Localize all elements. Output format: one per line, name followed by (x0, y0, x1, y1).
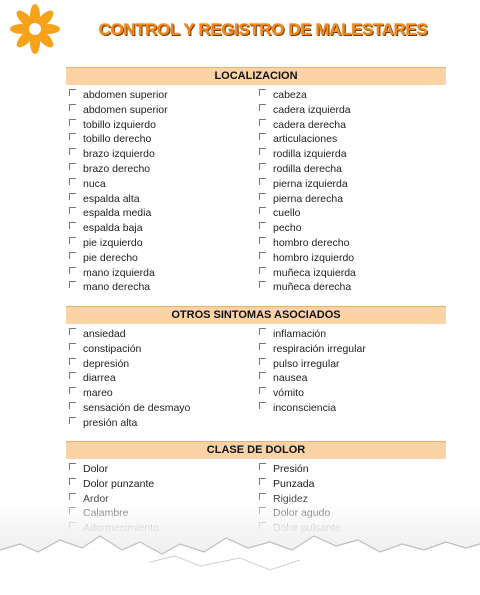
checkbox-label: brazo izquierdo (83, 148, 155, 161)
left-column (66, 327, 256, 431)
checkbox[interactable] (259, 402, 266, 409)
checkbox[interactable] (259, 328, 266, 335)
checklist-item[interactable] (66, 342, 256, 357)
checkbox-label: constipación (83, 342, 142, 355)
checkbox[interactable] (69, 163, 76, 170)
checkbox[interactable] (259, 267, 266, 274)
checkbox[interactable] (69, 237, 76, 244)
checklist-item[interactable] (66, 206, 256, 221)
checkbox-label: hombro izquierdo (273, 251, 355, 264)
checkbox-label: tobillo izquierdo (83, 118, 156, 131)
checklist-item[interactable] (66, 386, 256, 401)
checkbox[interactable] (259, 133, 266, 140)
checklist-item[interactable] (66, 103, 256, 118)
checkbox-label: espalda media (83, 207, 152, 220)
checklist-item[interactable] (256, 132, 446, 147)
checkbox[interactable] (259, 207, 266, 214)
checkbox[interactable] (69, 178, 76, 185)
checklist-item[interactable] (256, 266, 446, 281)
checkbox[interactable] (259, 358, 266, 365)
page-title: CONTROL Y REGISTRO DE MALESTARES (98, 20, 428, 39)
checkbox-label: depresión (83, 357, 130, 370)
checkbox-label: abdomen superior (83, 89, 168, 101)
checkbox-label: cadera derecha (273, 118, 346, 131)
checkbox-label: nausea (273, 372, 308, 385)
checklist-item[interactable] (256, 162, 446, 177)
checkbox-label: Punzada (273, 477, 315, 490)
checkbox[interactable] (259, 463, 266, 470)
checklist-item[interactable] (66, 477, 256, 492)
checkbox[interactable] (69, 222, 76, 229)
checkbox-label: inflamación (273, 328, 327, 340)
checkbox[interactable] (259, 252, 266, 259)
checklist-item[interactable] (66, 162, 256, 177)
checkbox[interactable] (69, 252, 76, 259)
checklist-item[interactable] (66, 192, 256, 207)
checkbox-label: diarrea (83, 372, 116, 385)
checkbox-label: Presión (273, 463, 309, 475)
checklist-item[interactable] (66, 280, 256, 295)
checkbox[interactable] (259, 478, 266, 485)
checkbox[interactable] (69, 463, 76, 470)
checklist-item[interactable] (66, 266, 256, 281)
section-header: OTROS SINTOMAS ASOCIADOS (66, 306, 446, 324)
checkbox-label: hombro derecho (273, 236, 350, 249)
checkbox[interactable] (259, 387, 266, 394)
checkbox-label: nuca (83, 177, 106, 190)
checklist-item[interactable] (66, 401, 256, 416)
torn-paper-edge (0, 492, 480, 595)
checkbox[interactable] (69, 417, 76, 424)
checkbox[interactable] (259, 178, 266, 185)
checklist-item[interactable] (66, 371, 256, 386)
checklist-item[interactable] (256, 462, 446, 477)
checklist-item[interactable] (66, 118, 256, 133)
checklist-item[interactable] (256, 177, 446, 192)
checkbox-label: Dolor punzante (83, 477, 155, 490)
checkbox[interactable] (259, 89, 266, 96)
checkbox[interactable] (69, 372, 76, 379)
section-otros-sintomas (66, 306, 446, 431)
checklist-item[interactable] (66, 251, 256, 266)
checkbox-label: muñeca derecha (273, 281, 352, 294)
checkbox-label: pie derecho (83, 251, 138, 264)
checkbox[interactable] (69, 267, 76, 274)
section-header: CLASE DE DOLOR (66, 441, 446, 459)
checklist-item[interactable] (256, 206, 446, 221)
checklist-item[interactable] (256, 477, 446, 492)
checklist-item[interactable] (66, 416, 256, 431)
checkbox[interactable] (259, 372, 266, 379)
checklist-item[interactable] (256, 118, 446, 133)
checkbox-label: mano izquierda (83, 266, 155, 279)
checklist-item[interactable] (256, 371, 446, 386)
checklist-item[interactable] (256, 192, 446, 207)
checkbox-label: tobillo derecho (83, 133, 152, 146)
checkbox-label: rodilla izquierda (273, 148, 347, 161)
checklist-item[interactable] (256, 327, 446, 342)
checklist-item[interactable] (256, 251, 446, 266)
checkbox-label: abdomen superior (83, 103, 168, 116)
checklist-item[interactable] (256, 280, 446, 295)
checkbox[interactable] (259, 148, 266, 155)
checkbox-label: espalda alta (83, 192, 140, 205)
checkbox-label: inconsciencia (273, 401, 337, 414)
checkbox[interactable] (69, 207, 76, 214)
checkbox-label: pierna izquierda (273, 177, 348, 190)
checkbox[interactable] (69, 133, 76, 140)
checklist-item[interactable] (66, 177, 256, 192)
checkbox[interactable] (259, 222, 266, 229)
checkbox-label: cadera izquierda (273, 103, 351, 116)
section-localizacion (66, 67, 446, 295)
checkbox-label: espalda baja (83, 222, 143, 235)
checkbox-label: rodilla derecha (273, 162, 342, 175)
checkbox[interactable] (259, 163, 266, 170)
right-column (256, 88, 446, 295)
checkbox-label: pulso irregular (273, 357, 340, 370)
checkbox[interactable] (259, 343, 266, 350)
checkbox-label: pierna derecha (273, 192, 344, 205)
right-column (256, 327, 446, 431)
checkbox[interactable] (69, 343, 76, 350)
checklist-item[interactable] (256, 342, 446, 357)
checklist-item[interactable] (66, 236, 256, 251)
checklist-item[interactable] (256, 401, 446, 416)
checklist-item[interactable] (256, 357, 446, 372)
checkbox-label: cabeza (273, 89, 307, 101)
checklist-item[interactable] (256, 103, 446, 118)
section-header: LOCALIZACION (66, 67, 446, 85)
checkbox[interactable] (69, 387, 76, 394)
checkbox-label: muñeca izquierda (273, 266, 356, 279)
flower-logo-icon (8, 2, 62, 56)
checklist-item[interactable] (256, 386, 446, 401)
checkbox[interactable] (259, 281, 266, 288)
checkbox-label: Dolor (83, 463, 109, 475)
checkbox[interactable] (69, 193, 76, 200)
checkbox-label: presión alta (83, 416, 138, 429)
checklist-item[interactable] (66, 132, 256, 147)
checkbox-label: mano derecha (83, 281, 151, 294)
checklist-item[interactable] (66, 147, 256, 162)
checkbox-label: brazo derecho (83, 162, 151, 175)
checkbox-label: pie izquierdo (83, 236, 143, 249)
checkbox-label: sensación de desmayo (83, 401, 191, 414)
left-column (66, 88, 256, 295)
checkbox-label: cuello (273, 207, 301, 220)
checkbox[interactable] (69, 328, 76, 335)
checkbox[interactable] (259, 119, 266, 126)
checkbox-label: respiración irregular (273, 342, 366, 355)
checkbox[interactable] (69, 104, 76, 111)
checkbox[interactable] (69, 478, 76, 485)
checklist-item[interactable] (256, 236, 446, 251)
checkbox-label: ansiedad (83, 328, 126, 340)
checkbox[interactable] (69, 148, 76, 155)
checklist-item[interactable] (66, 221, 256, 236)
checkbox-label: pecho (273, 222, 302, 235)
checkbox[interactable] (259, 193, 266, 200)
checklist-item[interactable] (256, 88, 446, 103)
checklist-item[interactable] (256, 221, 446, 236)
checklist-item[interactable] (66, 88, 256, 103)
checkbox-label: mareo (83, 387, 113, 400)
checkbox[interactable] (69, 281, 76, 288)
checkbox[interactable] (69, 402, 76, 409)
checkbox[interactable] (259, 237, 266, 244)
checkbox[interactable] (69, 358, 76, 365)
checkbox[interactable] (69, 89, 76, 96)
checkbox-label: articulaciones (273, 133, 338, 146)
checkbox[interactable] (259, 104, 266, 111)
checklist-item[interactable] (66, 357, 256, 372)
checklist-item[interactable] (256, 147, 446, 162)
checklist-item[interactable] (66, 327, 256, 342)
checkbox[interactable] (69, 119, 76, 126)
checkbox-label: vómito (273, 387, 304, 400)
checklist-item[interactable] (66, 462, 256, 477)
